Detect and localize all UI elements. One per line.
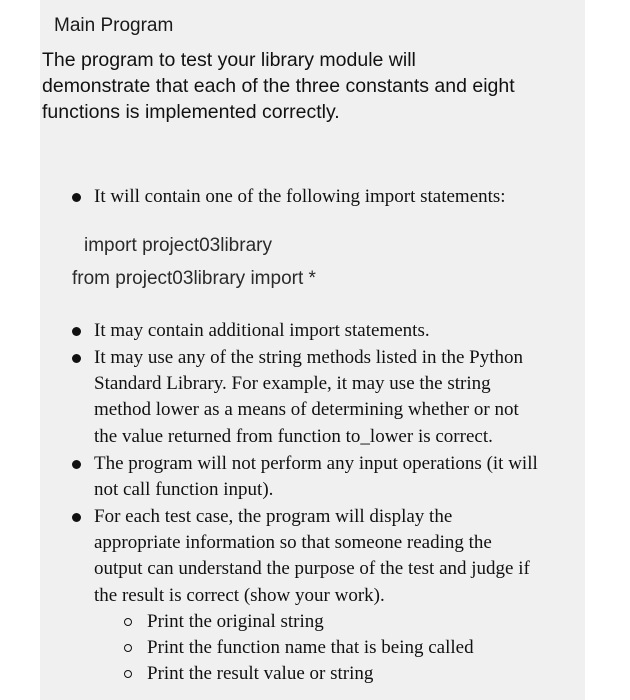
intro-line-2: demonstrate that each of the three constants and eight [42,75,515,97]
bullet-2-line-4: the value returned from function to_lower is correct. [94,426,493,447]
bullet-import-statements: It will contain one of the following import statements: [94,186,506,207]
bullet-2-line-1: It may use any of the string methods listed in the Python [94,347,524,368]
bullet-4-line-2: appropriate information so that someone reading the [94,532,492,553]
bullet-2-line-2: Standard Library. For example, it may use the string [94,373,491,394]
bullet-2-line-3: method lower as a means of determining whether or not [94,399,519,420]
import-line-2: from project03library import * [72,268,316,289]
sub-bullet-circle [124,644,132,652]
import-line-1: import project03library [84,235,272,256]
bullet-4-line-4: the result is correct (show your work). [94,585,385,606]
bullet-4-line-1: For each test case, the program will display the [94,506,453,527]
sub-bullet-3: Print the result value or string [147,663,374,684]
sub-bullet-1: Print the original string [147,611,324,632]
sub-bullet-circle [124,670,132,678]
intro-line-1: The program to test your library module will [42,49,416,71]
sub-bullet-circle [124,618,132,626]
bullet-1-line-1: It may contain additional import statements. [94,320,430,341]
intro-line-3: functions is implemented correctly. [42,101,340,123]
bullet-4-line-3: output can understand the purpose of the test and judge if [94,558,530,579]
bullet-dot [72,513,81,522]
bullet-dot [72,327,81,336]
page-title: Main Program [54,15,174,36]
bullet-3-line-2: not call function input). [94,479,274,500]
bullet-dot [72,193,81,202]
bullet-dot [72,354,81,363]
sub-bullet-2: Print the function name that is being called [147,637,474,658]
bullet-3-line-1: The program will not perform any input operations (it will [94,453,538,474]
bullet-dot [72,460,81,469]
